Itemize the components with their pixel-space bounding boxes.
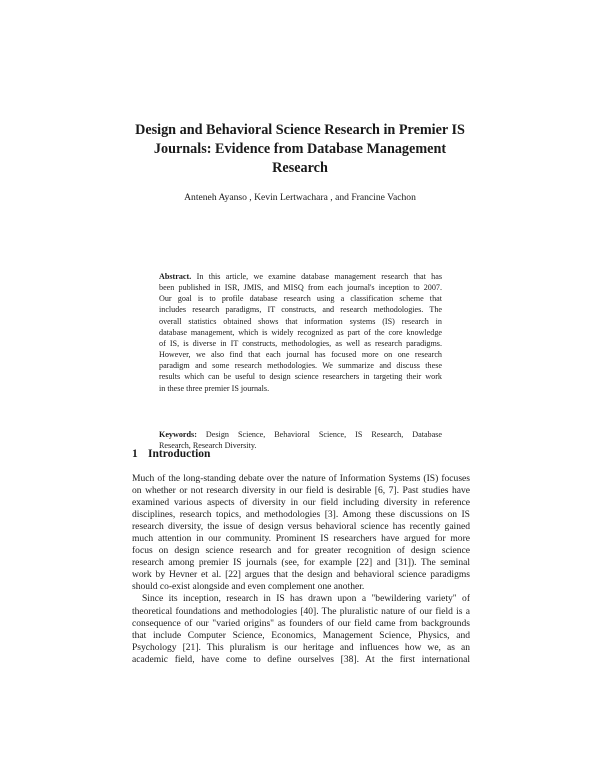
body-line: disciplines, research topics, and methodologies [3]. Among these discussions on IS <box>132 509 470 521</box>
paper-authors: Anteneh Ayanso , Kevin Lertwachara , and Francine Vachon <box>184 192 416 203</box>
abstract-line: Our goal is to profile database research using a classification scheme that <box>159 294 442 304</box>
paper-title <box>100 121 500 178</box>
keywords-label: Keywords: <box>159 430 197 439</box>
body-line: consequence of our "varied origins" as founders of our field came from backgrounds <box>132 617 470 629</box>
abstract-line: been published in ISR, JMIS, and MISQ from each journal's inception to 2007. <box>159 283 442 293</box>
abstract-line: overall statistics obtained shows that information systems (IS) research in <box>159 316 442 326</box>
title-line: Design and Behavioral Science Research in Premier IS <box>135 122 465 138</box>
body-line: research among premier IS journals (see, for example [22] and [31]). The seminal <box>132 557 470 569</box>
body-line: theoretical foundations and methodologies [40]. The pluralistic nature of our field is a <box>132 605 470 617</box>
body-line: focus on design science research and for greater recognition of design science <box>132 545 470 557</box>
body-line: Psychology [21]. This pluralism is our heritage and influences how we, as an <box>132 641 470 653</box>
abstract-line: However, we also find that each journal has focused more on one research <box>159 350 442 360</box>
body-line: academic field, have come to define ourselves [38]. At the first international <box>132 653 470 665</box>
abstract-line: includes research paradigms, IT constructs, and research methodologies. The <box>159 305 442 315</box>
abstract-line: results which can be useful to design science researchers in targeting their work <box>159 372 442 382</box>
abstract <box>159 271 442 394</box>
keywords-line: Research, Research Diversity. <box>159 441 257 451</box>
abstract-line: database management, which is widely recognized as part of the core knowledge <box>159 327 442 337</box>
body-line: much attention in our community. Prominent IS researchers have argued for more <box>132 533 470 545</box>
title-line: Research <box>272 160 328 176</box>
body-line: research diversity, the issue of design versus behavioral science has recently gained <box>132 521 470 533</box>
section-heading <box>132 447 210 461</box>
abstract-label: Abstract. <box>159 272 192 281</box>
title-line: Journals: Evidence from Database Management <box>153 141 447 157</box>
body-line: on whether or not research diversity in our field is desirable [6, 7]. Past studies have <box>132 485 470 497</box>
section-number: 1 <box>132 448 138 460</box>
body-line: examined various aspects of diversity in our field including diversity in reference <box>132 497 470 509</box>
section-title: Introduction <box>148 448 211 460</box>
abstract-line: paradigm and some research methodologies. We summarize and discuss these <box>159 361 442 371</box>
abstract-line: of IS, is diverse in IT constructs, methodologies, as well as research paradigms. <box>159 338 442 348</box>
body-line: Much of the long-standing debate over the nature of Information Systems (IS) focuses <box>132 473 470 484</box>
body-line: work by Hevner et al. [22] argues that the design and behavioral science paradigms <box>132 569 470 581</box>
body-text <box>132 473 470 666</box>
abstract-line: in these three premier IS journals. <box>159 383 270 393</box>
body-line: that include Computer Science, Economics, Management Science, Physics, and <box>132 629 470 641</box>
body-line: Since its inception, research in IS has drawn upon a "bewildering variety" of <box>142 593 470 605</box>
body-line: should co-exist alongside and even complement one another. <box>132 581 365 593</box>
abstract-line: Abstract. In this article, we examine database management research that has <box>159 272 442 281</box>
keywords-line: Keywords: Design Science, Behavioral Science, IS Research, Database <box>159 430 442 439</box>
